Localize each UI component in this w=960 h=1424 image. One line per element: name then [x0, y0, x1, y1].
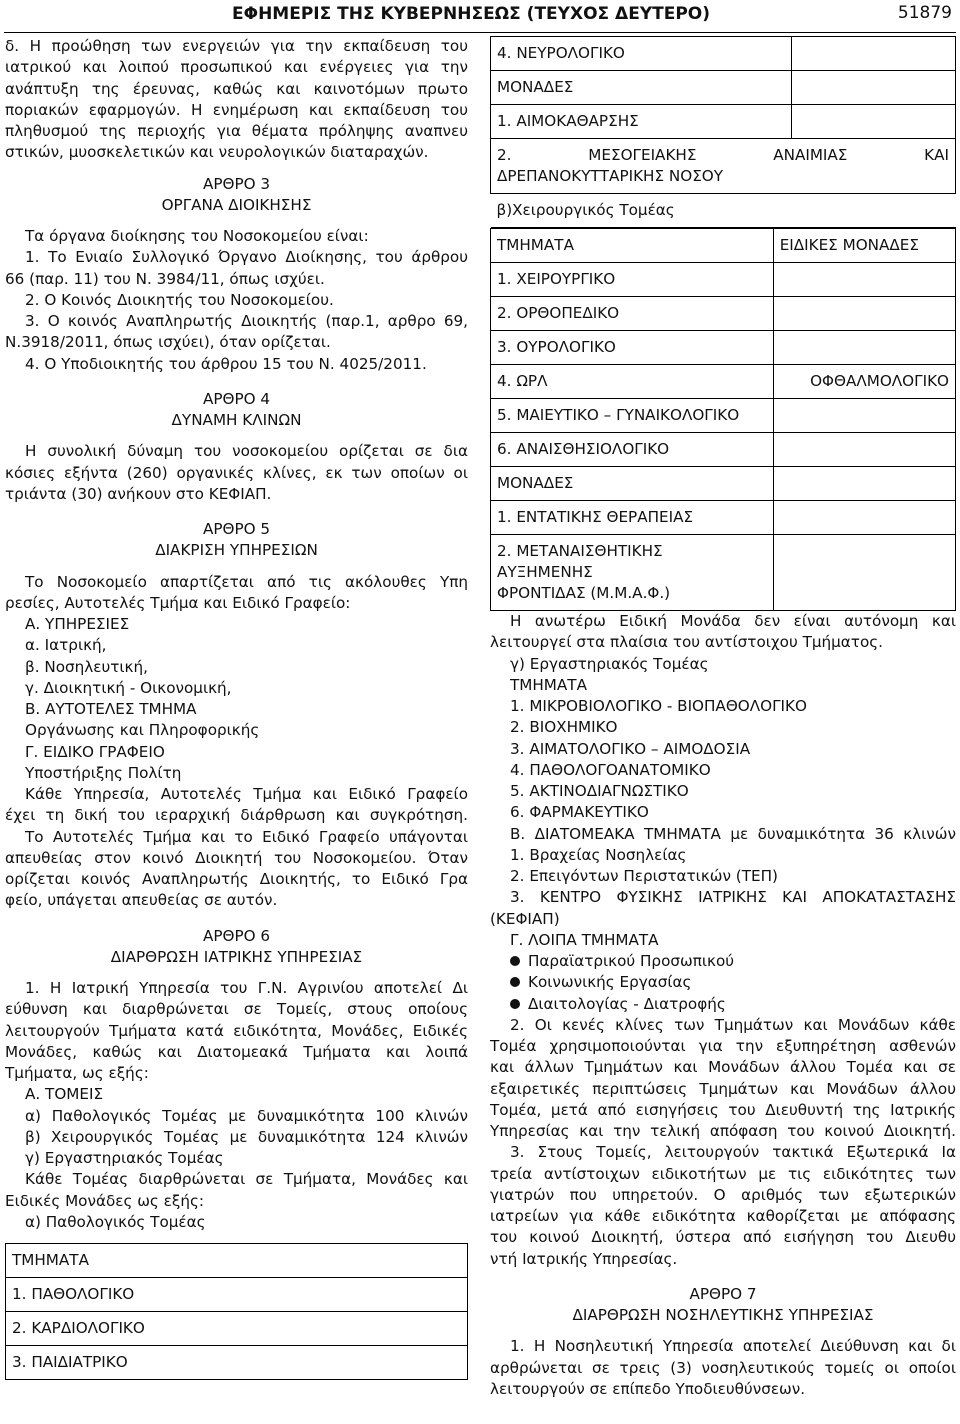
text-line: (ΚΕΦΙΑΠ): [490, 909, 560, 928]
gazette-title: ΕΦΗΜΕΡΙΣ ΤΗΣ ΚΥΒΕΡΝΗΣΕΩΣ (ΤΕΥΧΟΣ ΔΕΥΤΕΡΟ): [232, 4, 711, 24]
text-line: 4. Ο Υποδιοικητής του άρθρου 15 του Ν. 4025/2011.: [25, 354, 427, 373]
right-column: [490, 36, 956, 1400]
article-title: ΔΥΝΑΜΗ ΚΛΙΝΩΝ: [171, 411, 302, 429]
text-line: 1. ΜΙΚΡΟΒΙΟΛΟΓΙΚΟ - ΒΙΟΠΑΘΟΛΟΓΙΚΟ: [510, 697, 807, 715]
table-row: [6, 1346, 468, 1380]
table-row: [491, 71, 956, 105]
spacer: [5, 968, 468, 978]
table-row: [491, 365, 956, 399]
text-line: β) Χειρουργικός Τομέας με δυναμικότητα 124 κλινών: [25, 1127, 468, 1146]
spacer: [490, 1326, 956, 1336]
article-number: ΑΡΘΡΟ 7: [689, 1284, 757, 1303]
text-line: Κάθε Υπηρεσία, Αυτοτελές Τμήμα και Ειδικό Γραφείο: [25, 785, 468, 803]
table-cell: 3. ΠΑΙΔΙΑΤΡΙΚΟ: [6, 1346, 468, 1380]
spacer: [5, 505, 468, 519]
spacer: [5, 216, 468, 226]
table-cell: 4. ΝΕΥΡΟΛΟΓΙΚΟ: [491, 37, 792, 71]
table-row: [491, 535, 956, 611]
text-line: τρεία αντίστοιχων ειδικοτήτων με τις ειδικότητες των: [490, 1164, 956, 1183]
text-line: 2. Ο Κοινός Διοικητής του Νοσοκομείου.: [25, 290, 334, 309]
text-line: 3. Στους Τομείς, λειτουργούν τακτικά Εξωτερικά Ια: [510, 1143, 956, 1162]
table-cell-empty: [792, 71, 956, 105]
text-line: Β. ΑΥΤΟΤΕΛΕΣ ΤΜΗΜΑ: [25, 700, 197, 718]
text-line: Ν.3918/2011, όπως ισχύει), όταν ορίζεται.: [5, 333, 331, 352]
table-cell: ΟΦΘΑΛΜΟΛΟΓΙΚΟ: [773, 365, 955, 399]
bullet-text: Παραϊατρικού Προσωπικού: [528, 952, 735, 970]
text-line: 2. Οι κενές κλίνες των Τμημάτων και Μονάδων κάθε: [510, 1015, 956, 1034]
table-cell: 1. ΠΑΘΟΛΟΓΙΚΟ: [6, 1278, 468, 1312]
table-row: [491, 467, 956, 501]
text-line: εξαιρετικές περιπτώσεις Τμημάτων και Μονάδων άλλου: [490, 1079, 956, 1098]
table-cell-empty: [792, 105, 956, 139]
spacer: [5, 912, 468, 926]
text-line: ορίζεται κοινός Αναπληρωτής Διοικητής, το Ειδικό Γρα: [5, 870, 468, 888]
left-departments-table: [5, 1243, 468, 1380]
text-line: Τομέα χρησιμοποιούνται για την εξυπηρέτηση ασθενών: [490, 1037, 956, 1055]
bullet-item: [490, 972, 956, 993]
text-line: 2. ΒΙΟΧΗΜΙΚΟ: [510, 718, 618, 737]
text-line: του κοινού Διοικητή, ύστερα από εισήγηση του Διευθυ: [490, 1228, 956, 1247]
table-row: [491, 229, 956, 263]
text-line: 3. ΚΕΝΤΡΟ ΦΥΣΙΚΗΣ ΙΑΤΡΙΚΗΣ ΚΑΙ ΑΠΟΚΑΤΑΣΤΑΣΗΣ: [510, 888, 956, 907]
text-line: τριάντα (30) ανήκουν στο ΚΕΦΙΑΠ.: [5, 484, 272, 503]
table-cell: 1. ΕΝΤΑΤΙΚΗΣ ΘΕΡΑΠΕΙΑΣ: [491, 501, 774, 535]
text-line: Το Νοσοκομείο απαρτίζεται από τις ακόλουθες Υπη: [25, 572, 468, 591]
bullet-text: Διαιτολογίας - Διατροφής: [528, 994, 726, 1013]
table-row: [6, 1312, 468, 1346]
text-line: πληθυσμού της περιοχής για θέματα πρόληψης αναπνευ: [5, 122, 468, 140]
table-cell: 6. ΑΝΑΙΣΘΗΣΙΟΛΟΓΙΚΟ: [491, 433, 774, 467]
text-line: Ειδικές Μονάδες ως εξής:: [5, 1191, 204, 1210]
spacer: [5, 562, 468, 572]
text-line: α) Παθολογικός Τομέας: [25, 1212, 206, 1231]
article-number: ΑΡΘΡΟ 6: [202, 926, 271, 945]
table-cell-empty: [773, 263, 955, 297]
table-row: [6, 1244, 468, 1278]
text-line: 2. Επειγόντων Περιστατικών (ΤΕΠ): [510, 867, 778, 885]
text-line: 1. Η Ιατρική Υπηρεσία του Γ.Ν. Αγρινίου αποτελεί Δι: [25, 979, 468, 997]
table-row: [491, 139, 956, 194]
cell-line: 2. ΜΕΣΟΓΕΙΑΚΗΣ ΑΝΑΙΜΙΑΣ ΚΑΙ: [497, 146, 949, 164]
text-line: γιατρών που υπηρετούν. Ο αριθμός των εξωτερικών: [490, 1185, 956, 1204]
table-row: [491, 297, 956, 331]
text-line: ποριακών εφαρμογών. Η ενημέρωση και εκπαίδευση του: [5, 100, 468, 119]
table-cell: 2. ΚΑΡΔΙΟΛΟΓΙΚΟ: [6, 1312, 468, 1346]
text-line: φείο, υπάγεται απευθείας σε αυτόν.: [5, 891, 278, 910]
text-line: Υπηρεσίας και την τελική απόφαση του κοινού Διοικητή.: [490, 1122, 956, 1140]
table-cell-empty: [773, 331, 955, 365]
pathology-units-table: [490, 36, 956, 228]
text-line: Α. ΥΠΗΡΕΣΙΕΣ: [25, 615, 130, 633]
text-line: Τα όργανα διοίκησης του Νοσοκομείου είναι:: [25, 227, 369, 245]
cell-line: ΑΥΞΗΜΕΝΗΣ: [497, 563, 593, 581]
table-cell: ΜΟΝΑΔΕΣ: [491, 467, 774, 501]
text-line: Το Αυτοτελές Τμήμα και το Ειδικό Γραφείο υπάγονται: [25, 827, 468, 846]
table-row: [491, 37, 956, 71]
table-cell: 3. ΟΥΡΟΛΟΓΙΚΟ: [491, 331, 774, 365]
article-number: ΑΡΘΡΟ 3: [202, 174, 271, 193]
text-line: κόσιες εξήντα (260) οργανικές κλίνες, εκ των οποίων οι: [5, 463, 468, 482]
text-line: ντή Ιατρικής Υπηρεσίας.: [490, 1249, 678, 1268]
text-line: Υποστήριξης Πολίτη: [25, 763, 182, 782]
article-title: ΔΙΑΚΡΙΣΗ ΥΠΗΡΕΣΙΩΝ: [155, 541, 318, 560]
article-title: ΟΡΓΑΝΑ ΔΙΟΙΚΗΣΗΣ: [161, 195, 312, 214]
page-header: [0, 0, 960, 34]
table-header-cell: ΕΙΔΙΚΕΣ ΜΟΝΑΔΕΣ: [773, 229, 955, 263]
text-line: Γ. ΛΟΙΠΑ ΤΜΗΜΑΤΑ: [510, 930, 659, 949]
article-number: ΑΡΘΡΟ 5: [202, 520, 271, 538]
table-row: [491, 433, 956, 467]
text-line: Οργάνωσης και Πληροφορικής: [25, 721, 260, 740]
text-line: και άλλων Τμημάτων και Μονάδων άλλου Τομέα και σε: [490, 1058, 956, 1077]
article-number: ΑΡΘΡΟ 4: [202, 389, 271, 408]
text-line: εύθυνση και διαρθρώνεται σε Τομείς, στους οποίους: [5, 1000, 468, 1019]
table-row: [491, 105, 956, 139]
spacer: [5, 431, 468, 441]
bullet-icon: [510, 956, 520, 966]
surgical-departments-table: [490, 228, 956, 611]
text-line: έχει τη δική του ιεραρχική διάρθρωση και συγκρότηση.: [5, 806, 468, 825]
table-cell-empty: [773, 297, 955, 331]
text-line: λειτουργούν Τμήματα κατά ειδικότητα, Μονάδες, Ειδικές: [5, 1021, 468, 1040]
text-line: ιατρικού και λοιπού προσωπικού και ενέργειες για την: [5, 58, 468, 77]
page-number: 51879: [897, 3, 952, 23]
text-line: 3. ΑΙΜΑΤΟΛΟΓΙΚΟ – ΑΙΜΟΔΟΣΙΑ: [510, 739, 751, 758]
text-line: 1. Η Νοσηλευτική Υπηρεσία αποτελεί Διεύθυνση και δι: [510, 1337, 956, 1356]
table-row: [491, 194, 956, 228]
text-line: απευθείας στον κοινό Διοικητή του Νοσοκομείου. Όταν: [5, 848, 468, 867]
text-line: Κάθε Τομέας διαρθρώνεται σε Τμήματα, Μονάδες και: [25, 1170, 468, 1189]
spacer: [5, 375, 468, 389]
header-rule: [4, 32, 956, 33]
table-cell: 5. ΜΑΙΕΥΤΙΚΟ – ΓΥΝΑΙΚΟΛΟΓΙΚΟ: [491, 399, 774, 433]
table-cell: 2. ΟΡΘΟΠΕΔΙΚΟ: [491, 297, 774, 331]
article-title: ΔΙΑΡΘΡΩΣΗ ΝΟΣΗΛΕΥΤΙΚΗΣ ΥΠΗΡΕΣΙΑΣ: [572, 1306, 874, 1324]
table-row: [491, 501, 956, 535]
table-row: [491, 263, 956, 297]
bullet-icon: [510, 999, 520, 1009]
text-line: ιατρείων για κάθε ειδικότητα καθορίζεται με απόφασης: [490, 1207, 956, 1225]
left-column: [5, 36, 468, 1380]
text-line: στικών, μυοσκελετικών και νευρολογικών διαταραχών.: [5, 143, 429, 162]
bullet-item: [490, 951, 956, 972]
text-line: 3. Ο κοινός Αναπληρωτής Διοικητής (παρ.1, αρθρο 69,: [25, 312, 468, 330]
table-row: [491, 331, 956, 365]
table-row: [491, 399, 956, 433]
table-cell: β)Χειρουργικός Τομέας: [491, 194, 956, 228]
bullet-icon: [510, 977, 520, 987]
spacer: [5, 164, 468, 174]
text-line: γ) Εργαστηριακός Τομέας: [25, 1149, 224, 1167]
table-cell-empty: [773, 399, 955, 433]
table-header-cell: ΤΜΗΜΑΤΑ: [491, 229, 774, 263]
text-line: λειτουργεί στα πλαίσια του αντίστοιχου Τμήματος.: [490, 633, 883, 652]
cell-line: ΔΡΕΠΑΝΟΚΥΤΤΑΡΙΚΗΣ ΝΟΣΟΥ: [497, 167, 724, 185]
text-line: αρθρώνεται σε τρεις (3) νοσηλευτικούς τομείς οι οποίοι: [490, 1358, 956, 1377]
table-cell-empty: [792, 37, 956, 71]
table-cell-empty: [773, 501, 955, 535]
text-line: α) Παθολογικός Τομέας με δυναμικότητα 100 κλινών: [25, 1106, 468, 1125]
text-line: 5. ΑΚΤΙΝΟΔΙΑΓΝΩΣΤΙΚΟ: [510, 782, 689, 800]
text-line: ανάπτυξη της έρευνας, καθώς και καινοτόμων πρωτο: [5, 79, 468, 98]
text-line: 1. Βραχείας Νοσηλείας: [510, 845, 687, 864]
table-cell: ΜΟΝΑΔΕΣ: [491, 71, 792, 105]
table-cell: [491, 139, 956, 194]
text-line: Η συνολική δύναμη του νοσοκομείου ορίζεται σε δια: [25, 442, 468, 461]
table-cell-empty: [773, 535, 955, 611]
text-line: Β. ΔΙΑΤΟΜΕΑΚΑ ΤΜΗΜΑΤΑ με δυναμικότητα 36 κλινών: [510, 824, 956, 843]
text-line: Γ. ΕΙΔΙΚΟ ΓΡΑΦΕΙΟ: [25, 742, 165, 761]
text-line: Τμήματα, ως εξής:: [5, 1064, 149, 1082]
text-line: 1. Το Ενιαίο Συλλογικό Όργανο Διοίκησης, του άρθρου: [25, 248, 468, 267]
text-line: α. Ιατρική,: [25, 636, 107, 655]
bullet-item: [490, 994, 956, 1015]
cell-line: 2. ΜΕΤΑΝΑΙΣΘΗΤΙΚΗΣ: [497, 542, 663, 560]
table-row: [6, 1278, 468, 1312]
text-line: Η ανωτέρω Ειδική Μονάδα δεν είναι αυτόνομη και: [510, 612, 956, 630]
text-line: β. Νοσηλευτική,: [25, 657, 148, 676]
table-cell-empty: [773, 467, 955, 501]
table-cell: ΤΜΗΜΑΤΑ: [6, 1244, 468, 1278]
bullet-text: Κοινωνικής Εργασίας: [528, 973, 692, 992]
text-line: 4. ΠΑΘΟΛΟΓΟΑΝΑΤΟΜΙΚΟ: [510, 760, 711, 779]
table-cell-empty: [773, 433, 955, 467]
cell-line: ΦΡΟΝΤΙΔΑΣ (Μ.Μ.Α.Φ.): [497, 584, 671, 602]
text-line: λειτουργούν σε επίπεδο Υποδιευθύνσεων.: [490, 1379, 806, 1398]
table-cell: 1. ΑΙΜΟΚΑΘΑΡΣΗΣ: [491, 105, 792, 139]
text-line: γ. Διοικητική - Οικονομική,: [25, 678, 232, 697]
text-line: δ. Η προώθηση των ενεργειών για την εκπαίδευση του: [5, 37, 468, 55]
table-cell: 4. ΩΡΛ: [491, 365, 774, 399]
text-line: 66 (παρ. 11) του Ν. 3984/11, όπως ισχύει.: [5, 269, 325, 288]
text-line: Μονάδες, καθώς και Διατομεακά Τμήματα και λοιπά: [5, 1042, 468, 1061]
text-line: 6. ΦΑΡΜΑΚΕΥΤΙΚΟ: [510, 803, 649, 822]
text-line: Α. ΤΟΜΕΙΣ: [25, 1085, 104, 1104]
spacer: [5, 1233, 468, 1243]
spacer: [490, 1270, 956, 1284]
text-line: γ) Εργαστηριακός Τομέας: [510, 654, 709, 673]
table-cell: [491, 535, 774, 611]
article-title: ΔΙΑΡΘΡΩΣΗ ΙΑΤΡΙΚΗΣ ΥΠΗΡΕΣΙΑΣ: [110, 947, 363, 966]
text-line: Τομέα, μετά από εισηγήσεις του Διευθυντή της Ιατρικής: [490, 1100, 956, 1119]
text-line: ΤΜΗΜΑΤΑ: [510, 675, 587, 694]
table-cell: 1. ΧΕΙΡΟΥΡΓΙΚΟ: [491, 263, 774, 297]
text-line: ρεσίες, Αυτοτελές Τμήμα και Ειδικό Γραφείο:: [5, 593, 351, 612]
